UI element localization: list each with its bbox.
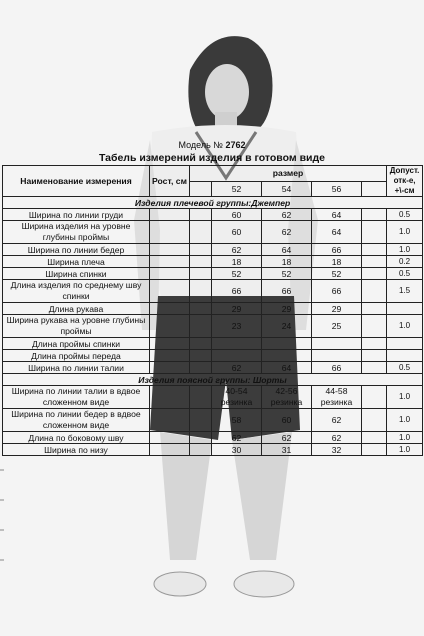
size-value: 52 [212, 268, 262, 280]
size-cell-empty [362, 338, 387, 350]
size-value: 64 [312, 209, 362, 221]
size-value: 66 [312, 362, 362, 374]
size-value: 62 [262, 432, 312, 444]
measurement-name: Ширина плеча [3, 256, 150, 268]
tolerance-value: 1.0 [387, 432, 423, 444]
size-value [212, 350, 262, 362]
measurement-name: Ширина изделия на уровне глубины проймы [3, 221, 150, 244]
table-row [3, 409, 423, 432]
size-cell-empty [190, 280, 212, 303]
tolerance-value: 1.0 [387, 386, 423, 409]
size-value: 32 [312, 444, 362, 456]
size-cell-empty [362, 280, 387, 303]
size-cell-empty [190, 181, 212, 197]
size-value: 60 [212, 221, 262, 244]
size-cell-empty [362, 362, 387, 374]
tolerance-value [387, 338, 423, 350]
section-header [3, 197, 423, 209]
size-value: 62 [262, 209, 312, 221]
size-value: 64 [312, 221, 362, 244]
size-cell-empty [362, 303, 387, 315]
size-cell-empty [190, 444, 212, 456]
table-row [3, 303, 423, 315]
size-cell-empty [362, 256, 387, 268]
size-cell-empty [190, 303, 212, 315]
tolerance-value: 0.5 [387, 209, 423, 221]
size-value: 24 [262, 315, 312, 338]
size-cell-empty [190, 338, 212, 350]
size-value: 44-58 резинка [312, 386, 362, 409]
size-header: 54 [262, 181, 312, 197]
table-row [3, 386, 423, 409]
table-row [3, 244, 423, 256]
section-title: Изделия плечевой группы:Джемпер [3, 197, 423, 209]
measurement-name: Длина рукава [3, 303, 150, 315]
tolerance-value: 1.0 [387, 409, 423, 432]
size-cell-empty [362, 221, 387, 244]
size-cell-empty [190, 409, 212, 432]
size-value: 29 [312, 303, 362, 315]
height-cell [150, 338, 190, 350]
model-number: 2762 [225, 140, 246, 150]
edge-ticks [0, 460, 4, 580]
size-value: 42-56 резинка [262, 386, 312, 409]
measurement-name: Длина по боковому шву [3, 432, 150, 444]
model-label-text: Модель № [178, 140, 223, 150]
size-cell-empty [190, 209, 212, 221]
tolerance-value: 1.0 [387, 444, 423, 456]
size-value: 64 [262, 244, 312, 256]
measurement-name: Ширина по низу [3, 444, 150, 456]
measurement-name: Длина проймы спинки [3, 338, 150, 350]
height-cell [150, 268, 190, 280]
size-value: 58 [212, 409, 262, 432]
table-row [3, 432, 423, 444]
size-cell-empty [190, 386, 212, 409]
measurement-name: Ширина по линии талии в вдвое сложенном виде [3, 386, 150, 409]
measurement-name: Ширина по линии талии [3, 362, 150, 374]
size-value: 66 [312, 280, 362, 303]
header-name: Наименование измерения [3, 166, 150, 197]
size-value: 25 [312, 315, 362, 338]
table-row [3, 350, 423, 362]
size-cell-empty [190, 350, 212, 362]
table-row [3, 315, 423, 338]
size-value: 40-54 резинка [212, 386, 262, 409]
table-row [3, 256, 423, 268]
size-header: 56 [312, 181, 362, 197]
tolerance-value: 0.5 [387, 362, 423, 374]
tolerance-value: 0.2 [387, 256, 423, 268]
tolerance-value [387, 350, 423, 362]
size-value [312, 338, 362, 350]
size-cell-empty [190, 221, 212, 244]
height-cell [150, 409, 190, 432]
size-value: 29 [262, 303, 312, 315]
size-cell-empty [362, 181, 387, 197]
table-row [3, 280, 423, 303]
table-row [3, 268, 423, 280]
size-value: 52 [312, 268, 362, 280]
size-cell-empty [362, 409, 387, 432]
size-value: 64 [262, 362, 312, 374]
tolerance-value: 1.0 [387, 221, 423, 244]
size-header: 52 [212, 181, 262, 197]
tolerance-value [387, 303, 423, 315]
size-value: 62 [212, 432, 262, 444]
size-value: 66 [212, 280, 262, 303]
size-value [312, 350, 362, 362]
measurement-name: Ширина по линии бедер в вдвое сложенном виде [3, 409, 150, 432]
size-value: 31 [262, 444, 312, 456]
model-label [0, 140, 424, 150]
tolerance-value: 0.5 [387, 268, 423, 280]
table-row [3, 362, 423, 374]
height-cell [150, 432, 190, 444]
size-cell-empty [190, 432, 212, 444]
size-value [262, 350, 312, 362]
size-cell-empty [190, 362, 212, 374]
measurement-name: Ширина спинки [3, 268, 150, 280]
size-cell-empty [362, 386, 387, 409]
height-cell [150, 303, 190, 315]
tolerance-value: 1.0 [387, 315, 423, 338]
header-size: размер [190, 166, 387, 182]
size-value: 62 [312, 409, 362, 432]
size-value [262, 338, 312, 350]
height-cell [150, 256, 190, 268]
size-value: 18 [262, 256, 312, 268]
table-row [3, 444, 423, 456]
height-cell [150, 386, 190, 409]
size-value: 18 [312, 256, 362, 268]
height-cell [150, 315, 190, 338]
size-cell-empty [190, 244, 212, 256]
size-value: 60 [212, 209, 262, 221]
size-value [212, 338, 262, 350]
size-value: 66 [312, 244, 362, 256]
height-cell [150, 350, 190, 362]
size-value: 18 [212, 256, 262, 268]
size-value: 23 [212, 315, 262, 338]
tolerance-value: 1.5 [387, 280, 423, 303]
measurement-name: Длина изделия по среднему шву спинки [3, 280, 150, 303]
size-cell-empty [190, 268, 212, 280]
size-cell-empty [362, 432, 387, 444]
size-cell-empty [362, 444, 387, 456]
size-value: 62 [212, 244, 262, 256]
section-header [3, 374, 423, 386]
height-cell [150, 244, 190, 256]
size-value: 52 [262, 268, 312, 280]
size-value: 60 [262, 409, 312, 432]
measurement-name: Ширина по линии груди [3, 209, 150, 221]
header-height: Рост, см [150, 166, 190, 197]
measurement-name: Длина проймы переда [3, 350, 150, 362]
size-value: 62 [262, 221, 312, 244]
table-row [3, 221, 423, 244]
measurement-name: Ширина по линии бедер [3, 244, 150, 256]
size-value: 29 [212, 303, 262, 315]
header-tolerance: Допуст. отк-е, +\-см [387, 166, 423, 197]
height-cell [150, 362, 190, 374]
height-cell [150, 221, 190, 244]
size-cell-empty [190, 256, 212, 268]
table-row [3, 209, 423, 221]
size-value: 62 [312, 432, 362, 444]
size-value: 62 [212, 362, 262, 374]
size-cell-empty [362, 350, 387, 362]
size-cell-empty [362, 209, 387, 221]
size-cell-empty [362, 244, 387, 256]
page-title: Табель измерений изделия в готовом виде [98, 152, 326, 164]
table-row [3, 338, 423, 350]
height-cell [150, 209, 190, 221]
height-cell [150, 444, 190, 456]
size-cell-empty [362, 315, 387, 338]
size-cell-empty [362, 268, 387, 280]
size-cell-empty [190, 315, 212, 338]
section-title: Изделия поясной группы: Шорты [3, 374, 423, 386]
size-value: 30 [212, 444, 262, 456]
measurement-name: Ширина рукава на уровне глубины проймы [3, 315, 150, 338]
measurement-table [2, 165, 423, 456]
height-cell [150, 280, 190, 303]
size-value: 66 [262, 280, 312, 303]
tolerance-value: 1.0 [387, 244, 423, 256]
